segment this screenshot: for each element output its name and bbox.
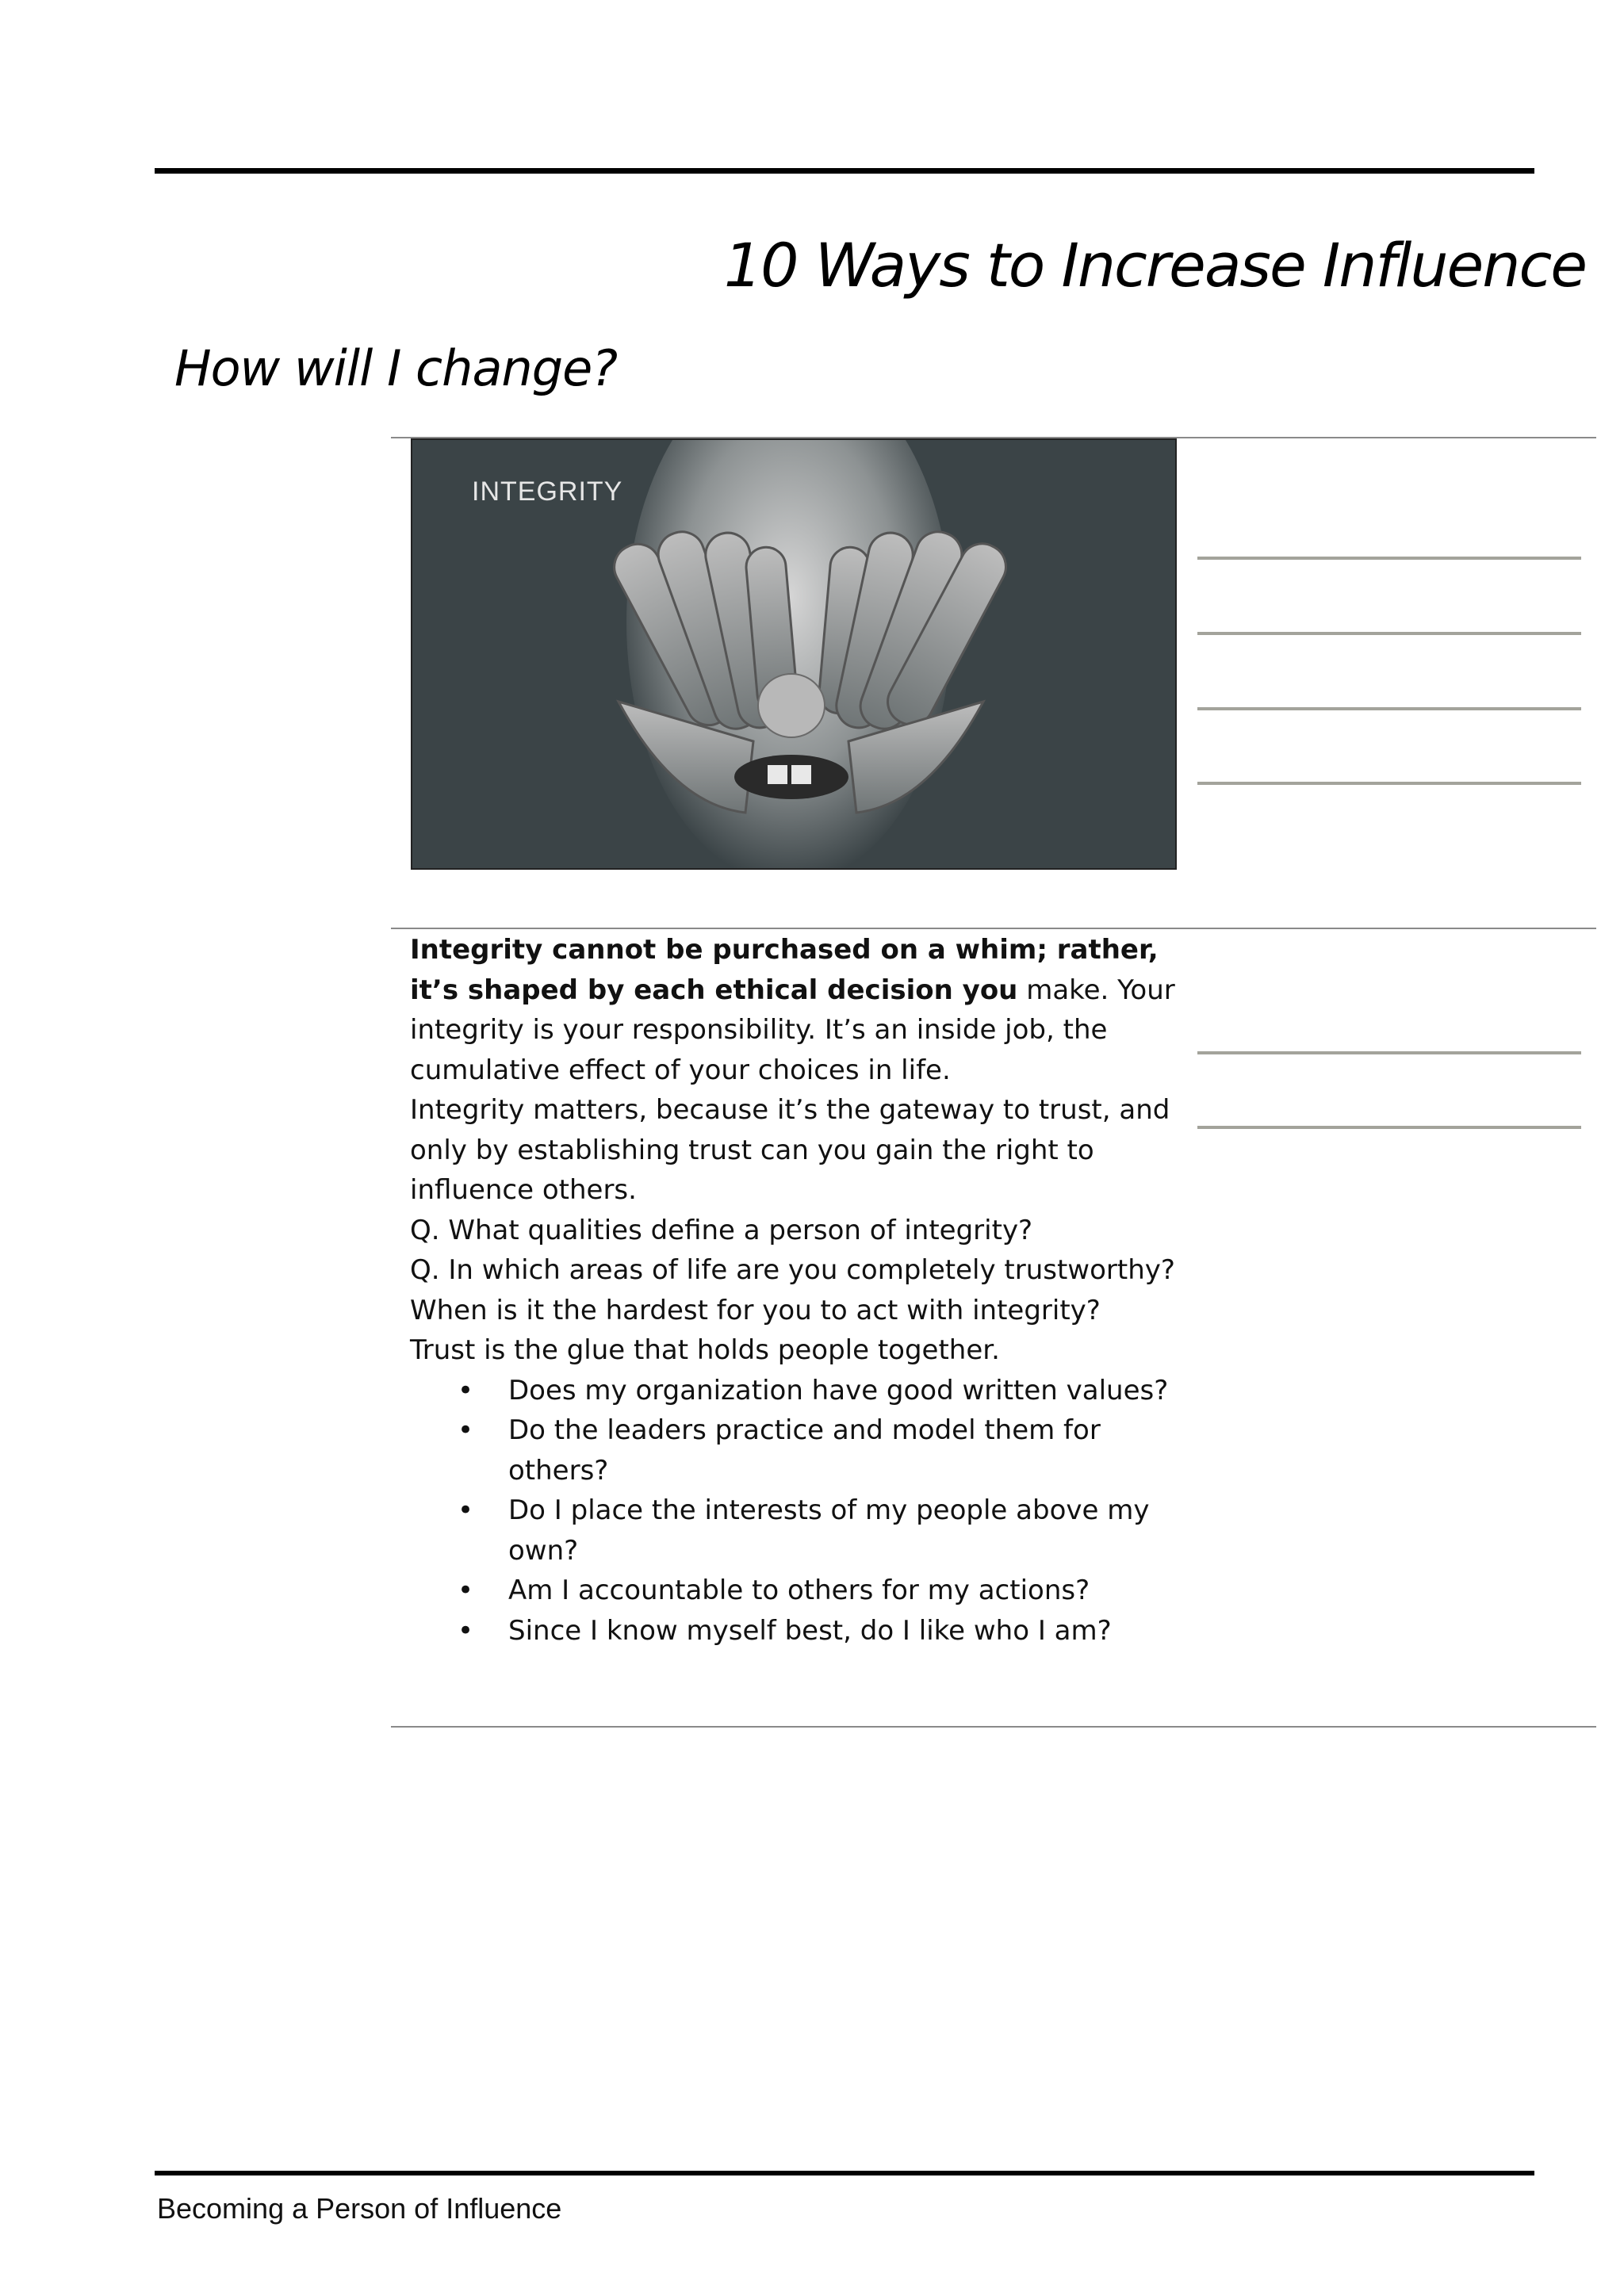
notes-body xyxy=(410,930,1195,1651)
notes-line xyxy=(1197,707,1581,710)
intro-text: make. Your integrity is your responsibility. It’s an inside job, the cumulative effect of your choices in life. xyxy=(410,974,1175,1086)
slide-label: INTEGRITY xyxy=(472,476,623,507)
notes-line xyxy=(1197,632,1581,635)
question-2: Q. In which areas of life are you completely trustworthy? When is it the hardest for you to act with integrity? xyxy=(410,1254,1175,1326)
footer-text: Becoming a Person of Influence xyxy=(157,2192,562,2225)
document-title: 10 Ways to Increase Influence xyxy=(723,230,1586,300)
bullet-icon: • xyxy=(458,1575,474,1606)
notes-line xyxy=(1197,782,1581,785)
notes-line xyxy=(1197,1126,1581,1129)
table-row-divider xyxy=(391,928,1596,929)
notes-line xyxy=(1197,1051,1581,1054)
glue-statement: Trust is the glue that holds people together. xyxy=(410,1334,1000,1366)
list-item: • Since I know myself best, do I like who I am? xyxy=(410,1611,1195,1651)
list-item: • Do the leaders practice and model them for others? xyxy=(410,1410,1195,1490)
footer-rule xyxy=(155,2171,1534,2175)
intro-paragraph xyxy=(410,930,1195,1090)
intro-bold-text: Integrity cannot be purchased on a whim; rather, it’s shaped by each ethical decision you xyxy=(410,934,1159,1006)
notes-line xyxy=(1197,557,1581,560)
trust-paragraph: Integrity matters, because it’s the gateway to trust, and only by establishing trust can you gain the right to influence others. xyxy=(410,1094,1170,1206)
list-item: • Do I place the interests of my people above my own? xyxy=(410,1490,1195,1571)
reflection-list xyxy=(410,1371,1195,1651)
bullet-icon: • xyxy=(458,1414,474,1446)
bullet-icon: • xyxy=(458,1494,474,1526)
list-item: • Am I accountable to others for my actions? xyxy=(410,1571,1195,1611)
section-subtitle: How will I change? xyxy=(174,339,618,397)
bullet-icon: • xyxy=(458,1374,474,1406)
header-rule xyxy=(155,168,1534,174)
slide-thumbnail xyxy=(411,438,1177,870)
question-1: Q. What qualities define a person of integrity? xyxy=(410,1214,1033,1246)
table-bottom-border xyxy=(391,1726,1596,1728)
list-item: • Does my organization have good written values? xyxy=(410,1371,1195,1411)
bullet-icon: • xyxy=(458,1614,474,1647)
